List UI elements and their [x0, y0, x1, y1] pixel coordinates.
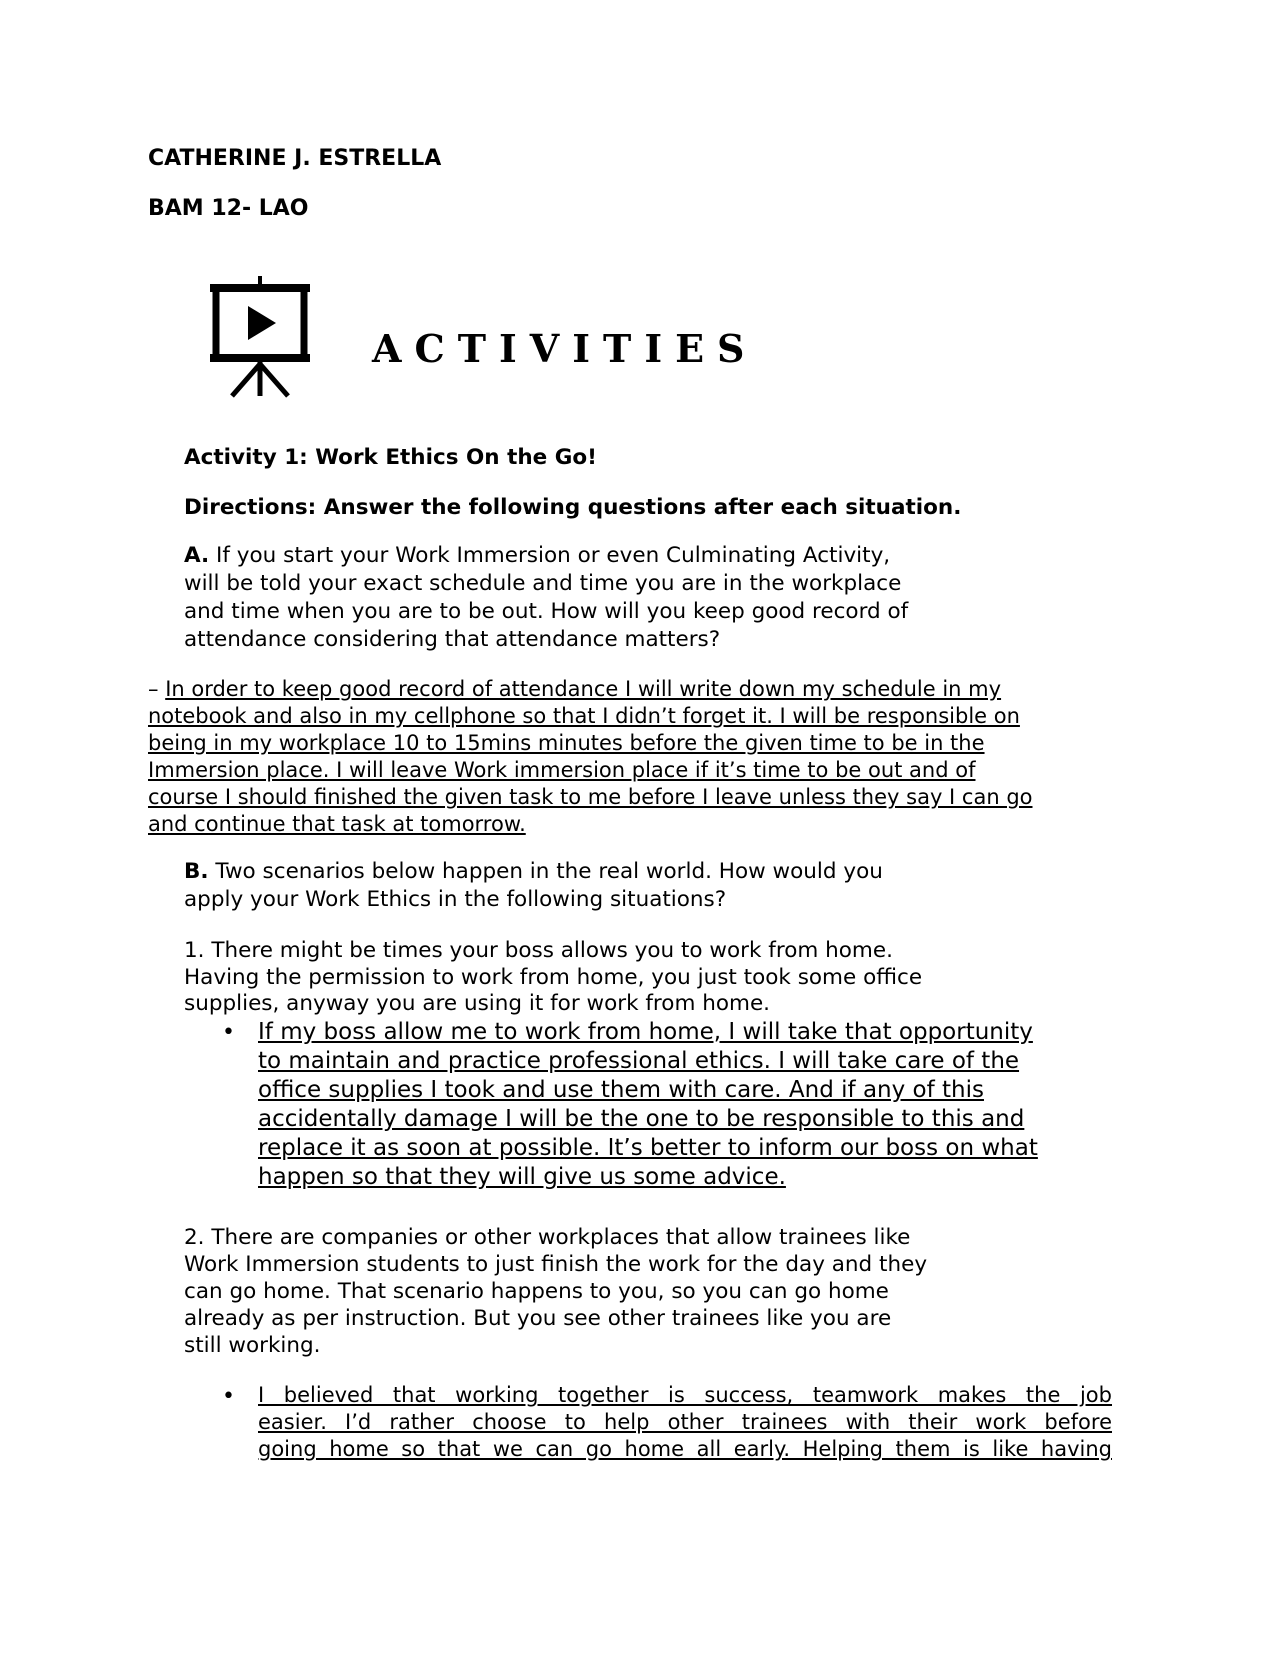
- student-section: BAM 12- LAO: [148, 196, 309, 221]
- question-a: [184, 542, 908, 654]
- scenario-2: [184, 1224, 927, 1359]
- banner-title: ACTIVITIES: [372, 326, 758, 371]
- scenario-1: [184, 938, 922, 1018]
- answer-a-dash: –: [148, 677, 166, 701]
- question-a-line: will be told your exact schedule and time you are in the workplace: [184, 571, 902, 596]
- scenario-2-line: already as per instruction. But you see other trainees like you are: [184, 1306, 892, 1331]
- scenario-1-answer: [258, 1018, 1038, 1192]
- scenario-2-line: Work Immersion students to just finish the work for the day and they: [184, 1252, 928, 1277]
- answer-a-line: In order to keep good record of attendance I will write down my schedule in my: [165, 677, 1002, 701]
- answer-a-line: being in my workplace 10 to 15mins minutes before the given time to be in the: [148, 731, 985, 755]
- question-a-line: attendance considering that attendance matters?: [184, 627, 721, 652]
- presentation-play-icon: [204, 272, 324, 402]
- scenario-1-line: supplies, anyway you are using it for work from home.: [184, 991, 771, 1016]
- question-b-marker: B.: [184, 859, 209, 884]
- question-b-line: apply your Work Ethics in the following situations?: [184, 887, 727, 912]
- scenario-2-answer-line: easier. I’d rather choose to help other trainees with their work before: [258, 1410, 1112, 1434]
- scenario-1-line: Having the permission to work from home, you just took some office: [184, 964, 923, 990]
- scenario-1-answer-line: If my boss allow me to work from home, I will take that opportunity: [258, 1019, 1033, 1045]
- activity-directions: Directions: Answer the following questions after each situation.: [184, 495, 962, 520]
- answer-a-line: Immersion place. I will leave Work immersion place if it’s time to be out and of: [148, 758, 976, 782]
- scenario-2-line: 2. There are companies or other workplaces that allow trainees like: [184, 1225, 911, 1250]
- question-b: [184, 858, 883, 914]
- student-name: CATHERINE J. ESTRELLA: [148, 146, 442, 171]
- scenario-2-line: can go home. That scenario happens to you, so you can go home: [184, 1279, 889, 1304]
- scenario-2-answer-line: I believed that working together is success, teamwork makes the job: [258, 1383, 1112, 1407]
- activity-title: Activity 1: Work Ethics On the Go!: [184, 445, 597, 470]
- question-a-marker: A.: [184, 543, 210, 568]
- question-a-line: and time when you are to be out. How will you keep good record of: [184, 599, 909, 624]
- scenario-1-answer-line: accidentally damage I will be the one to be responsible to this and: [258, 1106, 1025, 1132]
- scenario-1-answer-line: to maintain and practice professional ethics. I will take care of the: [258, 1048, 1020, 1074]
- bullet-icon: •: [222, 1020, 235, 1045]
- answer-a-line: course I should finished the given task to me before I leave unless they say I can go: [148, 785, 1033, 809]
- question-a-line: If you start your Work Immersion or even Culminating Activity,: [209, 543, 891, 568]
- bullet-icon: •: [222, 1384, 235, 1409]
- scenario-1-answer-line: replace it as soon at possible. It’s better to inform our boss on what: [258, 1135, 1038, 1161]
- scenario-2-answer-line: going home so that we can go home all early. Helping them is like having: [258, 1437, 1112, 1461]
- answer-a: [148, 676, 1033, 838]
- scenario-1-line: 1. There might be times your boss allows you to work from home.: [184, 938, 893, 963]
- scenario-2-answer: [258, 1382, 1112, 1463]
- scenario-2-line: still working.: [184, 1333, 321, 1358]
- scenario-1-answer-line: happen so that they will give us some advice.: [258, 1164, 786, 1190]
- question-b-line: Two scenarios below happen in the real world. How would you: [208, 859, 883, 884]
- scenario-1-answer-line: office supplies I took and use them with care. And if any of this: [258, 1077, 984, 1103]
- answer-a-line: notebook and also in my cellphone so that I didn’t forget it. I will be responsible on: [148, 704, 1020, 728]
- answer-a-line: and continue that task at tomorrow.: [148, 812, 526, 836]
